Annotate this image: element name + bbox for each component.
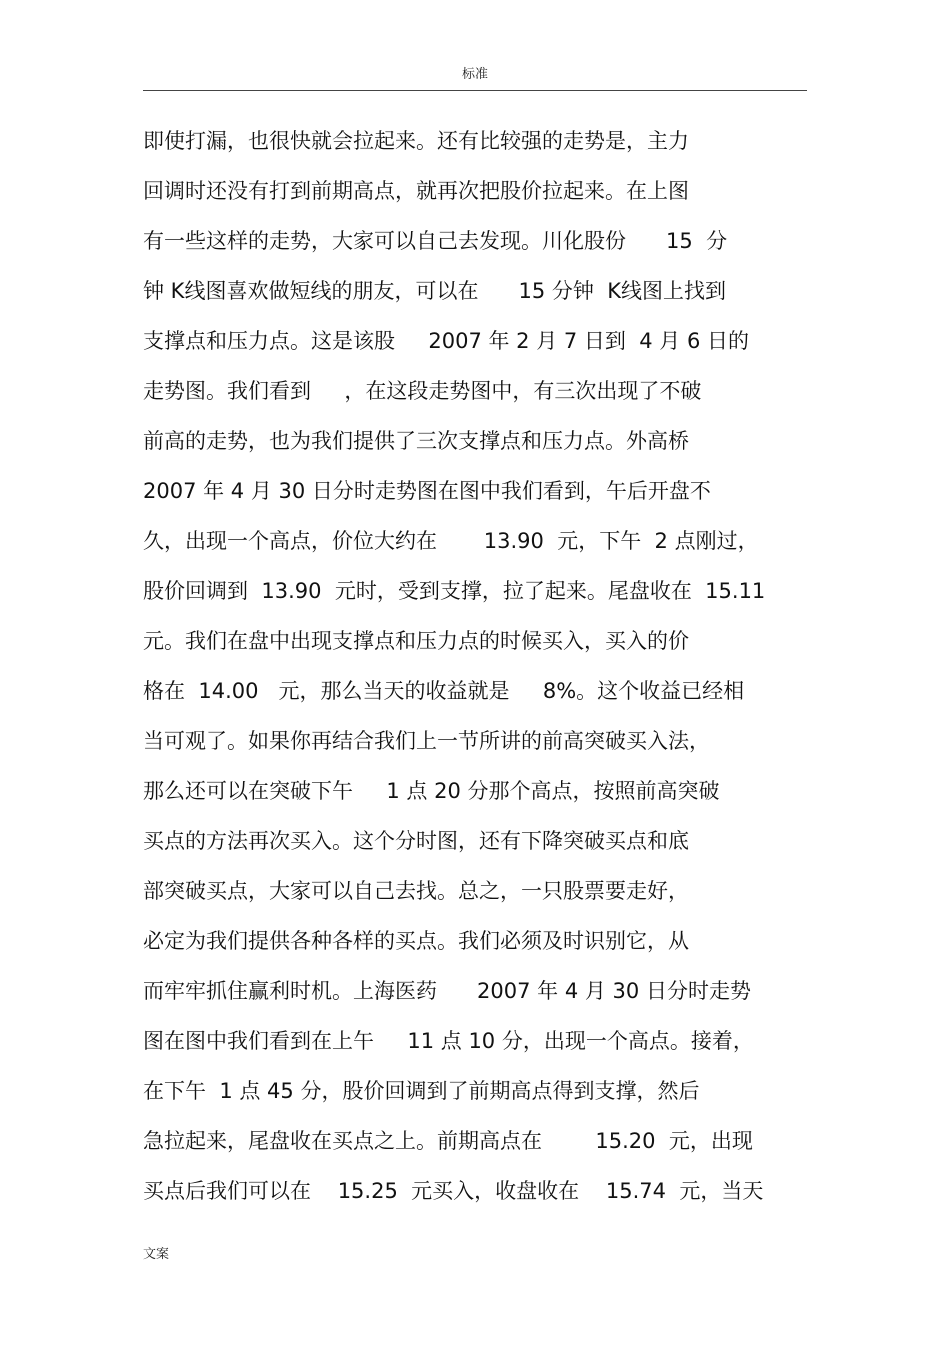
page-header: 标准 [461, 67, 488, 82]
text-line: 格在 14.00 元，那么当天的收益就是 8%。这个收益已经相 [143, 679, 745, 703]
text-line: 在下午 1 点 45 分，股价回调到了前期高点得到支撑，然后 [143, 1079, 700, 1103]
text-line: 急拉起来，尾盘收在买点之上。前期高点在 15.20 元，出现 [143, 1129, 753, 1153]
text-line: 买点后我们可以在 15.25 元买入，收盘收在 15.74 元，当天 [143, 1179, 764, 1203]
text-line: 当可观了。如果你再结合我们上一节所讲的前高突破买入法， [143, 729, 710, 753]
text-line: 那么还可以在突破下午 1 点 20 分那个高点，按照前高突破 [143, 779, 720, 803]
page-footer: 文案 [143, 1247, 170, 1262]
text-line: 支撑点和压力点。这是该股 2007 年 2 月 7 日到 4 月 6 日的 [143, 329, 750, 353]
text-line: 前高的走势，也为我们提供了三次支撑点和压力点。外高桥 [143, 429, 689, 453]
text-line: 股价回调到 13.90 元时，受到支撑，拉了起来。尾盘收在 15.11 [143, 579, 766, 603]
text-line: 即使打漏，也很快就会拉起来。还有比较强的走势是，主力 [143, 129, 689, 153]
text-line: 有一些这样的走势，大家可以自己去发现。川化股份 15 分 [143, 229, 728, 253]
text-line: 久，出现一个高点，价位大约在 13.90 元，下午 2 点刚过， [143, 529, 759, 553]
text-line: 走势图。我们看到 ，在这段走势图中，有三次出现了不破 [143, 379, 702, 403]
text-line: 买点的方法再次买入。这个分时图，还有下降突破买点和底 [143, 829, 689, 853]
text-line: 回调时还没有打到前期高点，就再次把股价拉起来。在上图 [143, 179, 689, 203]
text-line: 部突破买点，大家可以自己去找。总之，一只股票要走好， [143, 879, 689, 903]
text-line: 而牢牢抓住赢利时机。上海医药 2007 年 4 月 30 日分时走势 [143, 979, 751, 1003]
text-line: 图在图中我们看到在上午 11 点 10 分，出现一个高点。接着， [143, 1029, 754, 1053]
text-line: 必定为我们提供各种各样的买点。我们必须及时识别它，从 [143, 929, 689, 953]
text-line: 元。我们在盘中出现支撑点和压力点的时候买入，买入的价 [143, 629, 689, 653]
header-divider [143, 90, 807, 91]
body-text [143, 119, 807, 1219]
text-line: 2007 年 4 月 30 日分时走势图在图中我们看到，午后开盘不 [143, 479, 711, 503]
text-line: 钟 K线图喜欢做短线的朋友，可以在 15 分钟 K线图上找到 [143, 279, 727, 303]
